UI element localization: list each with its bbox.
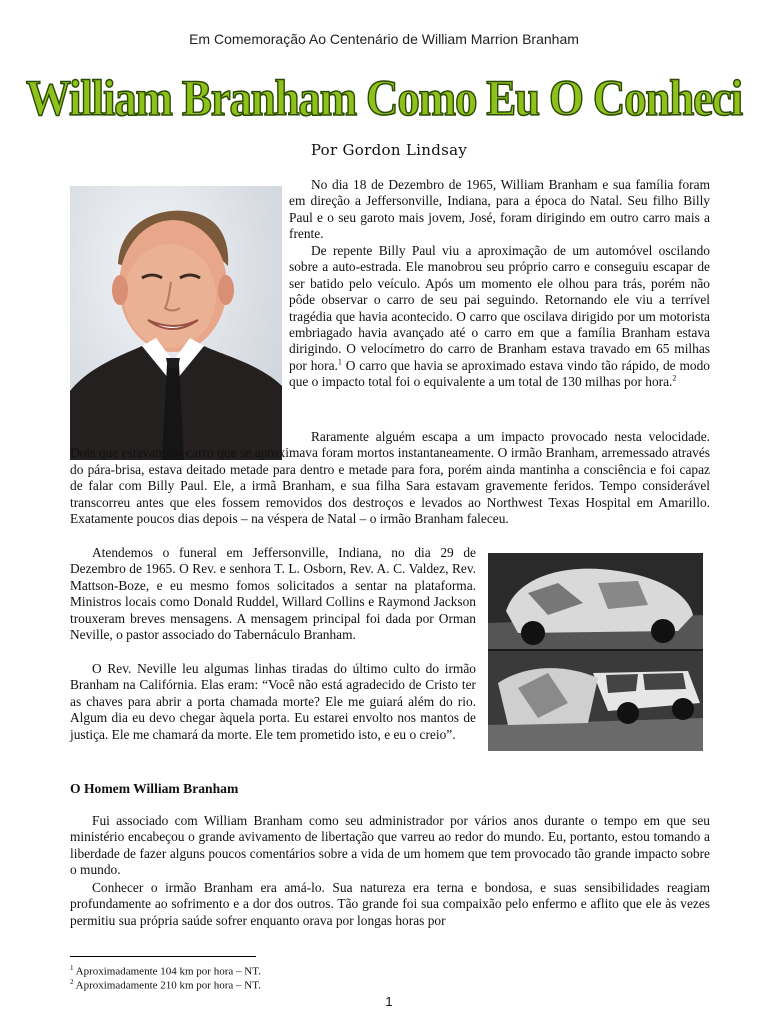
paragraph-4: Atendemos o funeral em Jeffersonville, Indiana, no dia 29 de Dezembro de 1965. O Rev. e senhora T. L. Osborn, Rev. A. C. Valdez, Rev. Mattson-Boze, e eu mesmo fomos solicitados a sentar na plataforma. Ministros locais como Donald Ruddel, Willard Collins e Raymond Jackson trouxeram breves mensagens. A mensagem principal foi dada por Orman Neville, o pastor associado do Tabernáculo Branham. bbox=[70, 545, 476, 643]
paragraph-6: Fui associado com William Branham como seu administrador por vários anos durante o tempo em que seu ministério encabeçou o grande avivamento de libertação que varreu ao redor do mundo. Eu, portanto, estou tomando a liberdade de fazer alguns poucos comentários sobre a vida de um homem que tem provocado tão grande impacto sobre o mundo. bbox=[70, 813, 710, 878]
page-header: Em Comemoração Ao Centenário de William Marrion Branham bbox=[189, 31, 579, 47]
portrait-illustration bbox=[70, 186, 282, 460]
byline: Por Gordon Lindsay bbox=[310, 141, 468, 159]
section-heading: O Homem William Branham bbox=[70, 781, 239, 796]
paragraph-1: No dia 18 de Dezembro de 1965, William Branham e sua família foram em direção a Jeffersonville, Indiana, para a época do Natal. Seu filho Billy Paul e o seu garoto mais jovem, José, foram dirigindo em outro carro mais a frente. bbox=[289, 177, 710, 242]
footnote-divider bbox=[70, 956, 256, 957]
paragraph-7: Conhecer o irmão Branham era amá-lo. Sua natureza era terna e bondosa, e suas sensibilidades reagiam profundamente ao sofrimento e a dor dos outros. Tão grande foi sua compaixão pelo enfermo e aflito que ele às vezes permitiu sua própria saúde sofrer enquanto orava por longas horas por bbox=[70, 880, 710, 928]
footnote-ref-1: 1 bbox=[337, 357, 342, 367]
footnote-2 bbox=[70, 976, 261, 993]
footnote-mark: 2 bbox=[70, 978, 74, 986]
footnote-mark: 1 bbox=[70, 964, 74, 972]
page-number: 1 bbox=[385, 994, 393, 1009]
portrait-photo bbox=[70, 186, 282, 460]
paragraph-3: Raramente alguém escapa a um impacto provocado nesta velocidade. Dois que estavam no carro que se aproximava foram mortos instantaneamente. O irmão Branham, arremessado através do pára-brisa, estava deitado metade para dentro e metade para fora, porém ainda mantinha a consciência e foi capaz de falar com Billy Paul. Ele, a irmã Branham, e sua filha Sara estavam gravemente feridos. Tempo considerável transcorreu antes que eles fossem removidos dos destroços e levados ao Northwest Texas Hospital em Amarillo. Exatamente poucos dias depois – na véspera de Natal – o irmão Branham faleceu. bbox=[70, 429, 710, 527]
footnote-text: Aproximadamente 104 km por hora – NT. bbox=[73, 965, 261, 978]
paragraph-2 bbox=[289, 243, 710, 391]
crash-photos bbox=[488, 553, 703, 751]
crash-illustration bbox=[488, 553, 703, 751]
paragraph-2-text-b: O carro que havia se aproximado estava vindo tão rápido, de modo que o impacto total foi o equivalente a um total de 130 milhas por hora. bbox=[289, 357, 710, 390]
paragraph-5: O Rev. Neville leu algumas linhas tiradas do último culto do irmão Branham na Califórnia. Elas eram: “Você não está agradecido de Cristo ter as chaves para abrir a porta chamada morte? Ele me guiará além do rio. Algum dia eu devo chegar àquela porta. Eu estarei envolto nos mantos de justiça. Ele me chamará da morte. Ele tem prometido isto, e eu o creio”. bbox=[70, 661, 476, 742]
paragraph-2-text-a: De repente Billy Paul viu a aproximação de um automóvel oscilando sobre a auto-estrada. Ele manobrou seu próprio carro e conseguiu escapar de ser batido pelo veículo. Após um momento ele olhou para trás, porém não pôde observar o carro de seu pai seguindo. Retornando ele viu a terrível tragédia que havia acontecido. O carro que oscilava dirigido por um motorista embriagado havia avançado até o carro em que a família Branham estava dirigindo. O velocímetro do carro de Branham estava travado em 65 milhas por hora. bbox=[289, 243, 710, 373]
footnote-ref-2: 2 bbox=[672, 373, 677, 383]
footnote-text: Aproximadamente 210 km por hora – NT. bbox=[73, 979, 261, 992]
article-title: William Branham Como Eu O Conheci bbox=[26, 70, 742, 126]
